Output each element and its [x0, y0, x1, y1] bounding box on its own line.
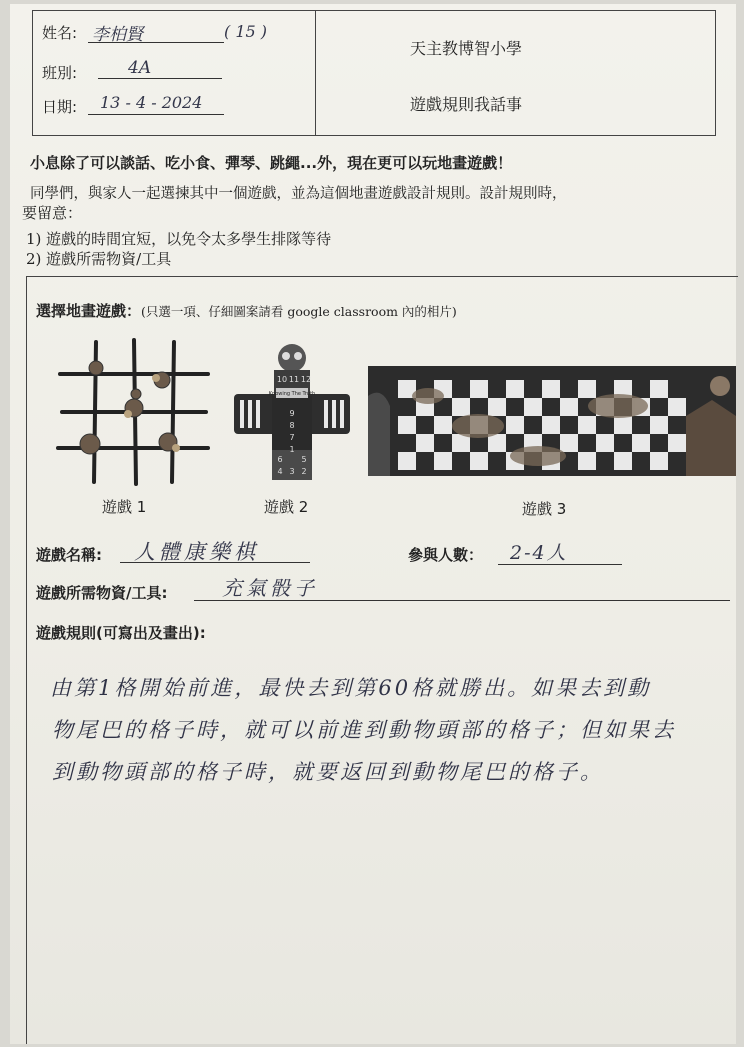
- rules-label: 遊戲規則(可寫出及畫出):: [36, 624, 206, 642]
- game-1-caption: 遊戲 1: [102, 498, 147, 516]
- game-name-underline: [120, 562, 310, 563]
- game-2-cell: 3: [289, 467, 295, 476]
- game-2-cell: 9: [289, 409, 295, 418]
- game-2-cell: 2: [301, 467, 307, 476]
- name-underline: [88, 42, 224, 43]
- name-label: 姓名:: [42, 24, 78, 42]
- intro-line-2: 要留意：: [22, 204, 83, 222]
- game-name-value: 人體康樂棋: [134, 540, 259, 564]
- point-1: 1) 遊戲的時間宜短，以免令太多學生排隊等待: [26, 230, 332, 248]
- game-2-cell: 1: [289, 445, 295, 454]
- game-2-banner: Knowing The Truth: [268, 391, 316, 397]
- game-2-cell: 7: [289, 433, 295, 442]
- rules-line-1: 由第1格開始前進，最快去到第60格就勝出。如果去到動: [50, 676, 652, 700]
- select-heading: [36, 300, 457, 321]
- header-divider: [315, 11, 316, 135]
- date-label: 日期:: [42, 98, 78, 116]
- class-underline: [98, 78, 222, 79]
- game-name-label: 遊戲名稱:: [36, 546, 102, 564]
- game-2-cell: 5: [301, 455, 307, 464]
- materials-underline: [194, 600, 730, 601]
- date-underline: [88, 114, 224, 115]
- headline: 小息除了可以談話、吃小食、彈琴、跳繩...外，現在更可以玩地畫遊戲！: [30, 154, 513, 172]
- game-2-cell: 4: [277, 467, 283, 476]
- class-label: 班別:: [42, 64, 78, 82]
- name-value: 李柏賢: [92, 25, 143, 45]
- intro-line-1: 同學們，與家人一起選揀其中一個遊戲，並為這個地畫遊戲設計規則。設計規則時，: [30, 186, 567, 202]
- game-3-picture: [368, 366, 736, 476]
- class-value: 4A: [128, 58, 152, 78]
- game-2-cell: 6: [277, 455, 283, 464]
- materials-value: 充氣骰子: [222, 576, 318, 600]
- game-2-picture: [232, 342, 352, 484]
- game-2-cell: 12: [300, 375, 312, 384]
- game-2-cell: 11: [288, 375, 300, 384]
- point-2: 2) 遊戲所需物資/工具: [26, 250, 172, 268]
- rules-line-2: 物尾巴的格子時，就可以前進到動物頭部的格子；但如果去: [52, 718, 676, 742]
- school-name: 天主教博智小學: [410, 39, 523, 58]
- players-label: 參與人數：: [408, 546, 484, 564]
- players-value: 2-4人: [510, 542, 568, 564]
- select-note: (只選一項、仔細圖案請看 google classroom 內的相片): [141, 304, 457, 319]
- game-1-picture: [56, 338, 212, 486]
- game-2-cell: 8: [289, 421, 295, 430]
- class-number: ( 15 ): [224, 22, 268, 41]
- date-value: 13 - 4 - 2024: [100, 93, 203, 112]
- game-2-cell: 10: [276, 375, 288, 384]
- worksheet-topic: 遊戲規則我話事: [410, 95, 523, 114]
- players-underline: [498, 564, 622, 565]
- select-title: 選擇地畫遊戲：: [36, 302, 142, 320]
- rules-line-3: 到動物頭部的格子時，就要返回到動物尾巴的格子。: [52, 760, 604, 784]
- game-3-caption: 遊戲 3: [522, 500, 567, 518]
- game-2-caption: 遊戲 2: [264, 498, 309, 516]
- materials-label: 遊戲所需物資/工具:: [36, 584, 168, 602]
